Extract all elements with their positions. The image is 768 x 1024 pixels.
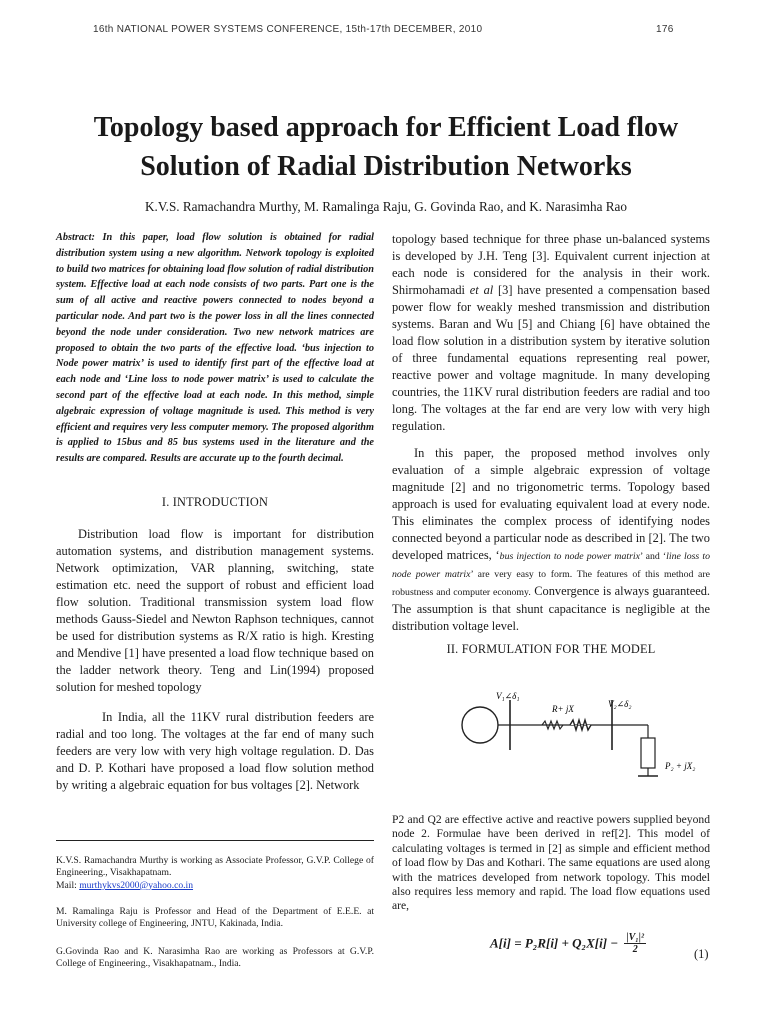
right-p2-c: ’ are very easy to form. The features of this method are robustness and computer economy. bbox=[392, 569, 710, 598]
abstract: Abstract: In this paper, load flow solution is obtained for radial distribution system using a new algorithm. Network topology is exploited to build two matrices for obtaining load flow solution of radial distribution system. Effective load at each node consists of two parts. Part one is the sum of all active and reactive powers connected to nodes beyond a particular node. And part two is the power loss in all the lines connected beyond the node under consideration. Two new network matrices are proposed to obtain the two parts of the effective load. ‘bus injection to Node power matrix’ is used to identify first part of the effective load at each node and ‘Line loss to node power matrix’ is used to calculate the second part of the effective load at each node. In this method, simple algebraic expression of voltage magnitude is used. This method is very efficient and requires very less computer memory. The proposed algorithm is applied to 15bus and 85 bus systems used in the literature and the results are compared. Results are accurate up to the fourth decimal. bbox=[56, 232, 374, 465]
right-paragraph-3: P2 and Q2 are effective active and reactive powers supplied beyond node 2. Formulae have been derived in ref[2]. This model of calculating voltages is termed in [2] as simple and efficient method of load flow by Das and Kothari. The same equations are used along with the matrices developed from network topology. This model also requires less memory and rapid. The load flow equations used are, bbox=[392, 813, 710, 913]
equation-number: (1) bbox=[694, 947, 709, 961]
mail-label: Mail: bbox=[56, 879, 80, 891]
right-p1-rest: [3] have presented a compensation based power flow for weakly meshed transmission and distribution systems. Baran and Wu [5] and Chiang [6] have obtained the load flow solution in a distribution system by iterative solution of three fundamental equations representing real power, reactive power and voltage magnitude. In many developing countries, the 11KV rural distribution feeders are radial and too long. The voltages at the far end are very low with very high regulation. bbox=[392, 283, 710, 433]
load-symbol bbox=[641, 738, 655, 768]
right-p2-a: In this paper, the proposed method involves only evaluation of a simple algebraic expression of voltage magnitude [2] and no trigonometric terms. Topology based approach is used for evaluating equivalent load at every node. This eliminates the complex process of identifying nodes connected beyond a particular node as described in [2]. The two developed matrices, ‘ bbox=[392, 446, 710, 562]
right-paragraph-2 bbox=[392, 445, 710, 635]
load-flow-equation bbox=[490, 932, 646, 955]
footnote-separator bbox=[56, 840, 374, 841]
footnote-author-2: M. Ramalinga Raju is Professor and Head of the Department of E.E.E. at University college of Engineering, JNTU, Kakinada, India. bbox=[56, 906, 374, 930]
circuit-diagram bbox=[460, 680, 700, 790]
intro-paragraph-1: Distribution load flow is important for distribution automation systems, and distribution management systems. Network optimization, VAR planning, switching, state estimation etc. need the support of robust and efficient load flow solution. Traditional transmission system load flow methods Gauss-Siedel and Newton Raphson techniques, cannot be used for distribution systems as R/X ratio is high. Kresting and Mendive [1] have presented a load flow technique based on the ladder network theory. Teng and Lin(1994) proposed solution for meshed topology bbox=[56, 527, 374, 694]
v1-label: V₁∠δ₁ bbox=[496, 691, 520, 701]
author-list: K.V.S. Ramachandra Murthy, M. Ramalinga Raju, G. Govinda Rao, and K. Narasimha Rao bbox=[145, 199, 627, 214]
section-heading-introduction: I. INTRODUCTION bbox=[161, 495, 269, 509]
footnote-1-text: K.V.S. Ramachandra Murthy is working as Associate Professor, G.V.P. College of Engineering., Visakhapatnam. bbox=[56, 855, 374, 879]
generator-symbol bbox=[462, 707, 498, 743]
right-p2-b: ’ and ‘ bbox=[639, 551, 667, 562]
equation-fraction-numerator: |V₁|² bbox=[626, 932, 644, 943]
v2-label: V₂∠δ₂ bbox=[608, 699, 632, 709]
et-al: et al bbox=[469, 283, 494, 297]
right-p1-start: topology based technique for three phase un-balanced systems is developed by J.H. Teng [3]. Equivalent current injection at each node is considered for the analysis in their work. Shir bbox=[392, 232, 710, 297]
equation-fraction-denominator: 2 bbox=[632, 944, 638, 955]
paper-title bbox=[40, 108, 732, 186]
reactance-symbol bbox=[570, 720, 591, 730]
title-line-2: Solution of Radial Distribution Networks bbox=[140, 151, 632, 182]
matrix-name-2: line loss to node power matrix bbox=[392, 551, 710, 580]
email-link[interactable]: murthykvs2000@yahoo.co.in bbox=[79, 879, 194, 891]
right-p2-d: Convergence is always guaranteed. The assumption is that shunt capacitance is negligible at the distribution voltage level. bbox=[392, 584, 710, 633]
load-label: P₂ + jX₂ bbox=[665, 761, 696, 771]
impedance-label: R+ jX bbox=[552, 704, 574, 714]
right-paragraph-1: topology based technique for three phase un-balanced systems is developed by J.H. Teng [3]. Equivalent current injection at each node is considered for the analysis in their work. Shirmohamadi et al [3] have presented a compensation based power flow for weakly meshed transmission and distribution systems. Baran and Wu [5] and Chiang [6] have obtained the load flow solution in a distribution system by iterative solution of three fundamental equations representing real power, reactive power and voltage magnitude. In many developing countries, the 11KV rural distribution feeders are radial and too long. The voltages at the far end are very low with very high regulation. bbox=[392, 232, 710, 433]
footnote-author-3-4: G.Govinda Rao and K. Narasimha Rao are working as Professors at G.V.P. College of Engineering., Visakhapatnam., India. bbox=[56, 946, 374, 970]
conference-header: 16th NATIONAL POWER SYSTEMS CONFERENCE, 15th-17th DECEMBER, 2010 bbox=[93, 24, 483, 35]
page-number: 176 bbox=[656, 24, 674, 35]
intro-paragraph-2: In India, all the 11KV rural distribution feeders are radial and too long. The voltages at the far end of many such feeders are very low with very high voltage regulation. D. Das and D. P. Kothari have proposed a load flow solution method by writing a algebraic equation for bus voltages [2]. Network bbox=[56, 710, 374, 792]
section-heading-formulation: II. FORMULATION FOR THE MODEL bbox=[446, 642, 656, 656]
title-line-1: Topology based approach for Efficient Load flow bbox=[93, 112, 679, 143]
matrix-name-1: bus injection to node power matrix bbox=[499, 551, 640, 562]
equation-text: A[i] = P₂R[i] + Q₂X[i] − bbox=[490, 935, 619, 951]
footnote-author-1 bbox=[56, 855, 374, 892]
equation-fraction bbox=[624, 932, 646, 955]
